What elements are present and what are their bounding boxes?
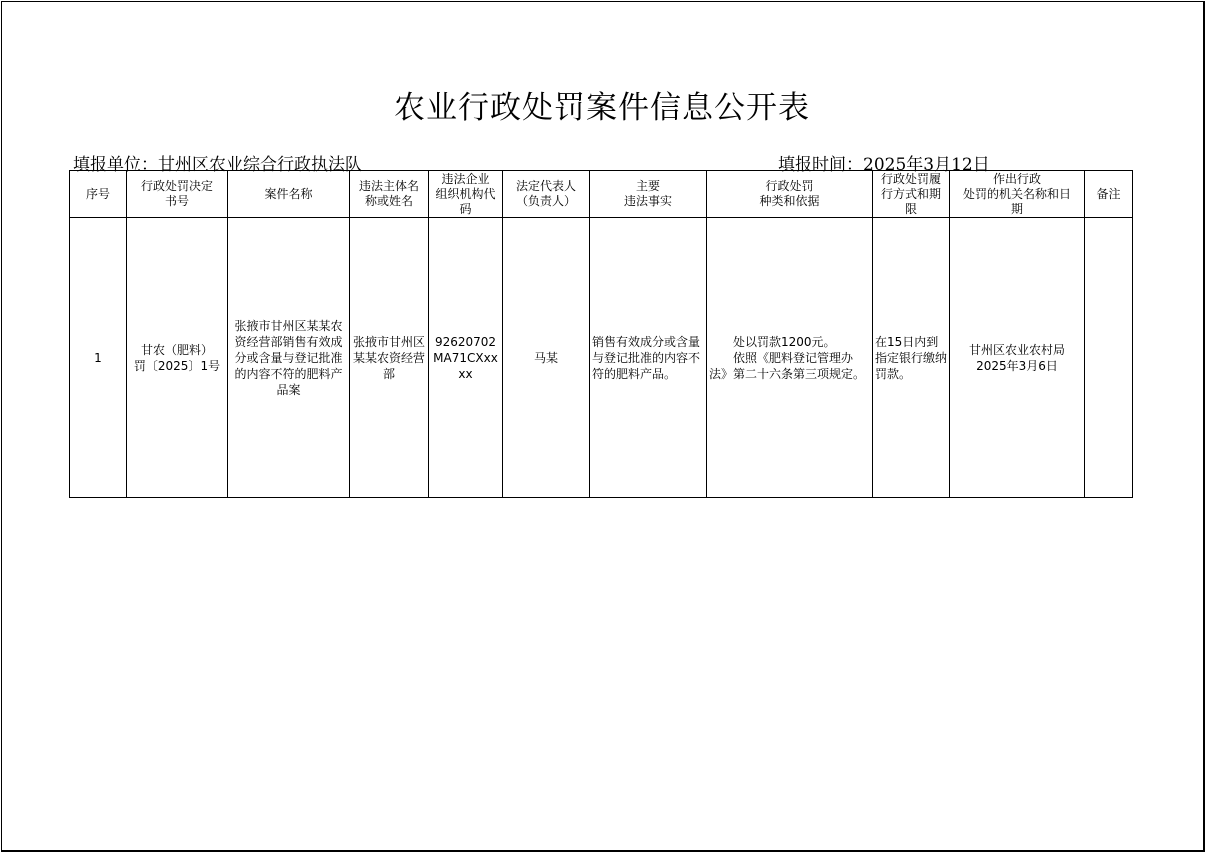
- penalty-amount-text: 处以罚款1200元。: [733, 334, 836, 349]
- fill-unit: 填报单位：甘州区农业综合行政执法队: [73, 155, 362, 175]
- cell-penalty: [707, 218, 873, 498]
- document-title: 农业行政处罚案件信息公开表: [394, 90, 810, 126]
- header-decision-no: 行政处罚决定 书号: [127, 171, 228, 218]
- header-facts: 主要 违法事实: [590, 171, 707, 218]
- table-header-row: [70, 171, 1133, 218]
- header-performance: 行政处罚履 行方式和期 限: [873, 171, 950, 218]
- header-penalty: 行政处罚 种类和依据: [707, 171, 873, 218]
- cell-org-code: 92620702MA71CXxxxx: [429, 218, 503, 498]
- cell-legal-rep: 马某: [503, 218, 590, 498]
- header-case-name: 案件名称: [228, 171, 350, 218]
- table-row: [70, 218, 1133, 498]
- cell-subject: 张掖市甘州区某某农资经营部: [350, 218, 429, 498]
- cell-facts: 销售有效成分或含量与登记批准的内容不符的肥料产品。: [590, 218, 707, 498]
- penalty-info-table: [69, 170, 1133, 498]
- cell-seq: 1: [70, 218, 127, 498]
- header-authority: 作出行政 处罚的机关名称和日 期: [950, 171, 1085, 218]
- penalty-basis-text: 依照《肥料登记管理办法》第二十六条第三项规定。: [709, 350, 866, 381]
- header-remark: 备注: [1085, 171, 1133, 218]
- cell-decision-no: 甘农（肥料） 罚〔2025〕1号: [127, 218, 228, 498]
- cell-remark: [1085, 218, 1133, 498]
- header-org-code: 违法企业 组织机构代 码: [429, 171, 503, 218]
- header-legal-rep: 法定代表人 （负责人）: [503, 171, 590, 218]
- cell-authority: 甘州区农业农村局 2025年3月6日: [950, 218, 1085, 498]
- header-seq: 序号: [70, 171, 127, 218]
- cell-case-name: 张掖市甘州区某某农资经营部销售有效成分或含量与登记批准的内容不符的肥料产品案: [228, 218, 350, 498]
- header-subject: 违法主体名 称或姓名: [350, 171, 429, 218]
- fill-date: 填报时间：2025年3月12日: [778, 155, 990, 175]
- cell-performance: 在15日内到指定银行缴纳罚款。: [873, 218, 950, 498]
